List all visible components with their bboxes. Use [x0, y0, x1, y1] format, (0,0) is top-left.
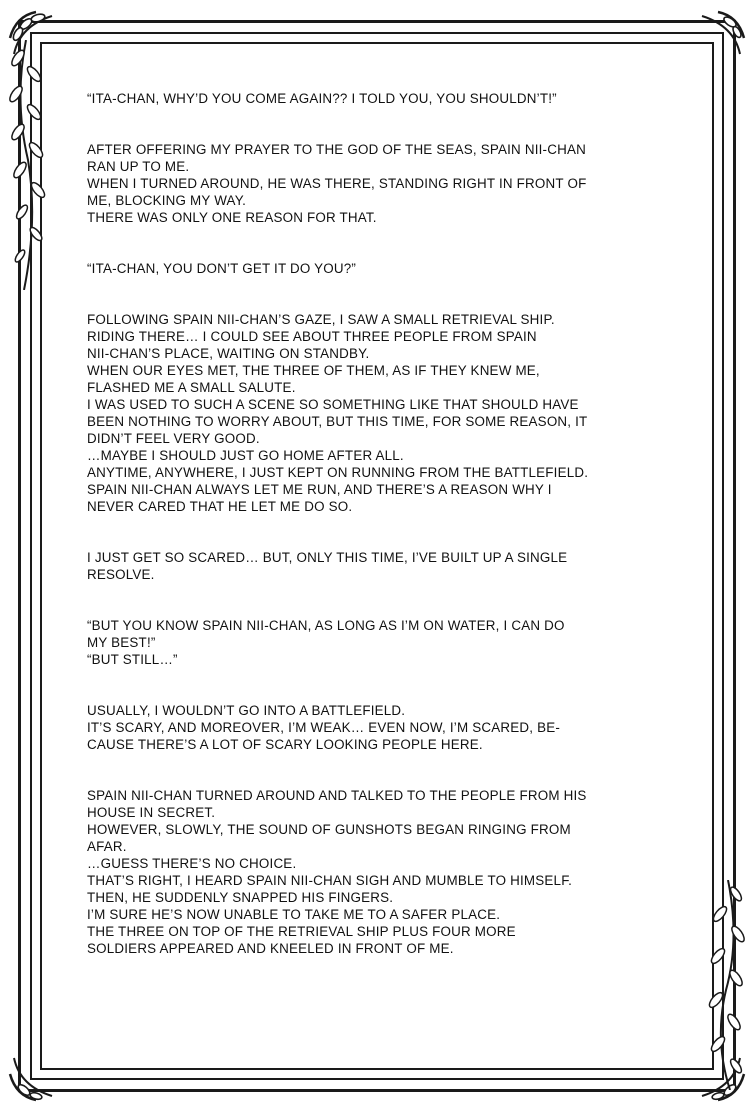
bottom-left-corner-ornament-icon — [6, 1046, 64, 1104]
text-line: ANYTIME, ANYWHERE, I JUST KEPT ON RUNNING FROM THE BATTLEFIELD. — [87, 465, 589, 480]
text-line: I WAS USED TO SUCH A SCENE SO SOMETHING LIKE THAT SHOULD HAVE — [87, 397, 579, 412]
text-line: SPAIN NII-CHAN ALWAYS LET ME RUN, AND THERE’S A REASON WHY I — [87, 482, 552, 497]
text-line: THAT’S RIGHT, I HEARD SPAIN NII-CHAN SIGH AND MUMBLE TO HIMSELF. — [87, 873, 573, 888]
text-line: NII-CHAN’S PLACE, WAITING ON STANDBY. — [87, 346, 370, 361]
text-line: RESOLVE. — [87, 567, 155, 582]
text-line: DIDN’T FEEL VERY GOOD. — [87, 431, 260, 446]
text-line: ME, BLOCKING MY WAY. — [87, 193, 247, 208]
text-line: BEEN NOTHING TO WORRY ABOUT, BUT THIS TIME, FOR SOME REASON, IT — [87, 414, 588, 429]
text-line: “ITA-CHAN, WHY’D YOU COME AGAIN?? I TOLD YOU, YOU SHOULDN’T!” — [87, 91, 557, 106]
paragraph — [87, 311, 657, 515]
text-line: HOUSE IN SECRET. — [87, 805, 216, 820]
text-line: CAUSE THERE’S A LOT OF SCARY LOOKING PEOPLE HERE. — [87, 737, 483, 752]
text-line: AFAR. — [87, 839, 127, 854]
text-line: I JUST GET SO SCARED… BUT, ONLY THIS TIME, I’VE BUILT UP A SINGLE — [87, 550, 568, 565]
top-right-corner-ornament-icon — [690, 8, 748, 66]
text-line: FOLLOWING SPAIN NII-CHAN’S GAZE, I SAW A SMALL RETRIEVAL SHIP. — [87, 312, 555, 327]
paragraph — [87, 617, 657, 668]
text-line: …MAYBE I SHOULD JUST GO HOME AFTER ALL. — [87, 448, 404, 463]
text-line: THEN, HE SUDDENLY SNAPPED HIS FINGERS. — [87, 890, 394, 905]
text-line: RAN UP TO ME. — [87, 159, 190, 174]
text-line: AFTER OFFERING MY PRAYER TO THE GOD OF THE SEAS, SPAIN NII-CHAN — [87, 142, 586, 157]
right-laurel-vine-icon — [704, 880, 750, 1090]
text-line: WHEN I TURNED AROUND, HE WAS THERE, STANDING RIGHT IN FRONT OF — [87, 176, 587, 191]
text-line: HOWEVER, SLOWLY, THE SOUND OF GUNSHOTS BEGAN RINGING FROM — [87, 822, 571, 837]
text-line: FLASHED ME A SMALL SALUTE. — [87, 380, 296, 395]
text-line: SPAIN NII-CHAN TURNED AROUND AND TALKED TO THE PEOPLE FROM HIS — [87, 788, 587, 803]
text-line: WHEN OUR EYES MET, THE THREE OF THEM, AS IF THEY KNEW ME, — [87, 363, 540, 378]
paragraph — [87, 549, 657, 583]
text-line: “BUT STILL…” — [87, 652, 178, 667]
paragraph — [87, 702, 657, 753]
text-line: USUALLY, I WOULDN’T GO INTO A BATTLEFIELD. — [87, 703, 406, 718]
paragraph — [87, 787, 657, 957]
text-line: “BUT YOU KNOW SPAIN NII-CHAN, AS LONG AS I’M ON WATER, I CAN DO — [87, 618, 565, 633]
text-line: RIDING THERE… I COULD SEE ABOUT THREE PEOPLE FROM SPAIN — [87, 329, 537, 344]
text-line: “ITA-CHAN, YOU DON’T GET IT DO YOU?” — [87, 261, 357, 276]
story-text — [87, 90, 657, 957]
text-line: MY BEST!” — [87, 635, 156, 650]
paragraph — [87, 90, 657, 107]
text-line: …GUESS THERE’S NO CHOICE. — [87, 856, 297, 871]
text-line: I’M SURE HE’S NOW UNABLE TO TAKE ME TO A SAFER PLACE. — [87, 907, 501, 922]
paragraph — [87, 260, 657, 277]
text-line: IT’S SCARY, AND MOREOVER, I’M WEAK… EVEN NOW, I’M SCARED, BE- — [87, 720, 561, 735]
paragraph — [87, 141, 657, 226]
text-line: THE THREE ON TOP OF THE RETRIEVAL SHIP PLUS FOUR MORE — [87, 924, 516, 939]
text-line: SOLDIERS APPEARED AND KNEELED IN FRONT OF ME. — [87, 941, 454, 956]
text-line: NEVER CARED THAT HE LET ME DO SO. — [87, 499, 353, 514]
left-laurel-vine-icon — [4, 40, 48, 290]
text-line: THERE WAS ONLY ONE REASON FOR THAT. — [87, 210, 377, 225]
